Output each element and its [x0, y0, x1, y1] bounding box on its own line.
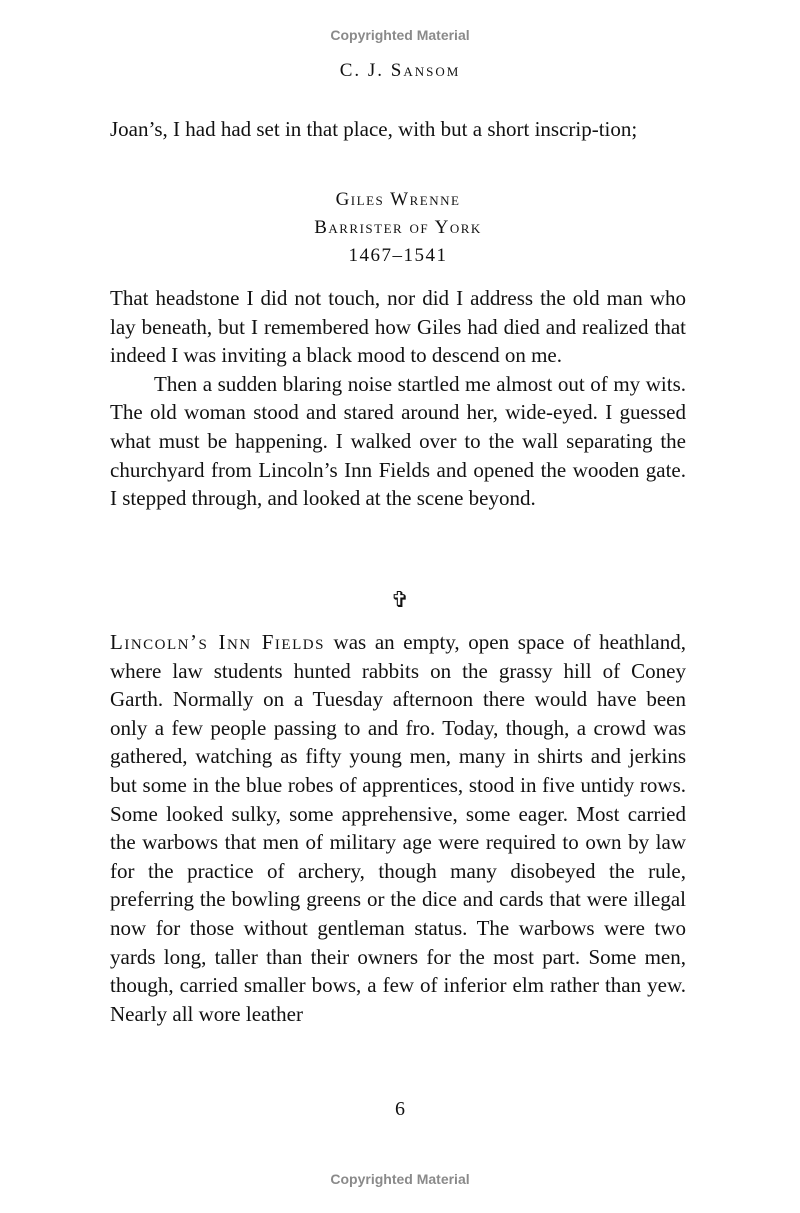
paragraph-blaring-noise: Then a sudden blaring noise startled me almost out of my wits. The old woman stood and stared around her, wide-eyed. I guessed what must be happening. I walked over to the wall separating the churchyard from Lincoln’s Inn Fields and opened the wooden gate. I stepped through, and looked at the scene beyond. — [110, 371, 686, 511]
running-head-author: C. J. Sansom — [339, 60, 461, 81]
text-block-top — [110, 115, 686, 144]
section-break-cross-icon: ✞ — [390, 588, 410, 613]
inscription-dates: 1467–1541 — [348, 245, 448, 266]
headstone-inscription — [110, 186, 686, 270]
paragraph-headstone: That headstone I did not touch, nor did I address the old man who lay beneath, but I remembered how Giles had died and realized that indeed I was inviting a black mood to descend on me. — [110, 286, 686, 368]
copyright-watermark-bottom: Copyrighted Material — [330, 1171, 470, 1187]
paragraph-lincolns-inn-fields — [110, 628, 686, 1028]
inscription-name: Giles Wrenne — [335, 189, 461, 210]
copyright-watermark-top: Copyrighted Material — [330, 27, 470, 43]
page-number: 6 — [395, 1098, 405, 1120]
text-block-middle — [110, 284, 686, 513]
paragraph-body: was an empty, open space of heathland, where law students hunted rabbits on the grassy hill of Coney Garth. Normally on a Tuesday afternoon there would have been only a few people passing to and fro. Today, though, a crowd was gathered, watching as fifty young men, many in shirts and jerkins but some in the blue robes of apprentices, stood in five untidy rows. Some looked sulky, some apprehensive, some eager. Most carried the warbows that men of military age were required to own by law for the practice of archery, though many disobeyed the rule, preferring the bowling greens or the dice and cards that were illegal now for those without gentleman status. The warbows were two yards long, taller than their owners for the most part. Some men, though, carried smaller bows, a few of inferior elm rather than yew. Nearly all wore leather — [110, 630, 687, 1026]
text-block-bottom — [110, 628, 686, 1028]
paragraph-inscription-intro: Joan’s, I had had set in that place, with but a short inscrip-tion; — [110, 117, 638, 141]
inscription-title: Barrister of York — [314, 217, 482, 238]
paragraph-lead-in: Lincoln’s Inn Fields — [110, 630, 325, 654]
